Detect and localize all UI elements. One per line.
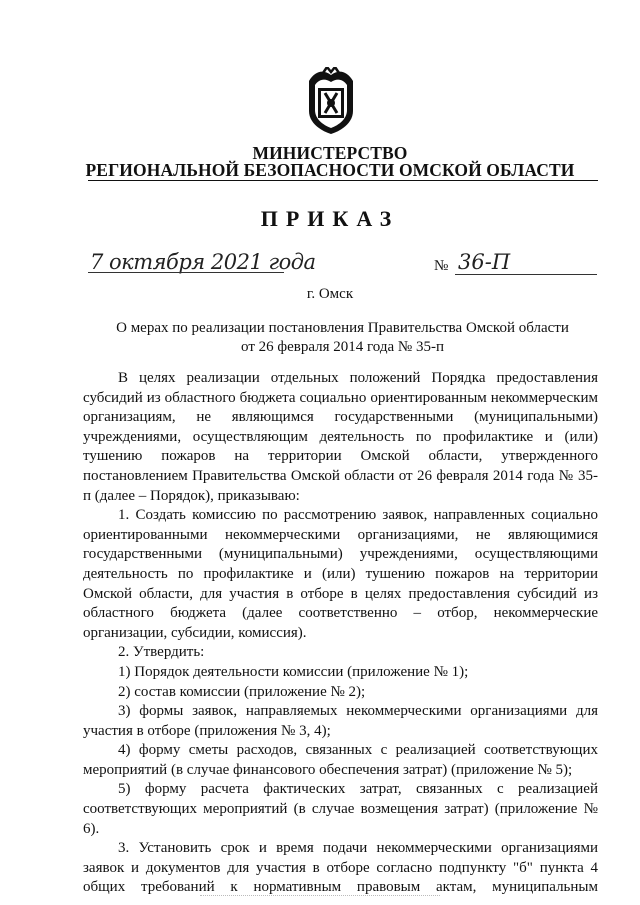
- subject-line: от 26 февраля 2014 года № 35-п: [241, 339, 444, 355]
- ministry-title-line1: МИНИСТЕРСТВО: [252, 143, 408, 163]
- document-type-title: ПРИКАЗ: [260, 206, 400, 231]
- paragraph: 1. Создать комиссию по рассмотрению заявок, направленных социально ориентированными некоммерческими организациями, не являющимися государственными (муниципальными) учреждениями, осуществляющими деятельность по профилактике и (или) тушению пожаров на территории Омской области, для участия в отборе в целях предоставления субсидий из областного бюджета (далее соответственно – отбор, некоммерческие организации, субсидии, комиссия).: [83, 507, 598, 641]
- paragraph: 3. Установить срок и время подачи некоммерческими организациями заявок и документов для участия в отборе согласно подпункту "б" пункта 4 общих требований к нормативным правовым актам, муниципальным: [83, 840, 598, 896]
- scan-edge-mark: [200, 895, 440, 896]
- paragraph: 3) формы заявок, направляемых некоммерческими организациями для участия в отборе (приложения № 3, 4);: [83, 703, 598, 739]
- handwritten-date: 7 октября 2021 года: [90, 250, 316, 274]
- paragraph: 5) форму расчета фактических затрат, связанных с реализацией соответствующих мероприятий (в случае возмещения затрат) (приложение № 6).: [83, 781, 598, 837]
- header-divider: [88, 180, 598, 181]
- date-underline: [88, 272, 284, 273]
- number-sign: №: [434, 258, 449, 274]
- subject-line: О мерах по реализации постановления Правительства Омской области: [116, 320, 569, 336]
- city-label: г. Омск: [306, 286, 354, 302]
- order-body: [83, 369, 598, 898]
- paragraph: 2) состав комиссии (приложение № 2);: [118, 683, 366, 700]
- paragraph: 1) Порядок деятельности комиссии (приложение № 1);: [118, 663, 469, 680]
- handwritten-number: 36-П: [458, 250, 511, 274]
- paragraph: 2. Утвердить:: [118, 644, 205, 661]
- ministry-title-line2: РЕГИОНАЛЬНОЙ БЕЗОПАСНОСТИ ОМСКОЙ ОБЛАСТИ: [85, 160, 575, 180]
- order-subject: [85, 319, 600, 357]
- paragraph: В целях реализации отдельных положений Порядка предоставления субсидий из областного бюджета социально ориентированным некоммерческим организациям, не являющимся государственными (муниципальными) учреждениями, осуществляющим деятельность по профилактике и (или) тушению пожаров на территории Омской области, утвержденного постановлением Правительства Омской области от 26 февраля 2014 года № 35-п (далее – Порядок), приказываю:: [83, 370, 598, 504]
- paragraph: 4) форму сметы расходов, связанных с реализацией соответствующих мероприятий (в случае финансового обеспечения затрат) (приложение № 5);: [83, 742, 598, 778]
- omsk-coat-of-arms-icon: [301, 67, 361, 135]
- number-underline: [455, 274, 597, 275]
